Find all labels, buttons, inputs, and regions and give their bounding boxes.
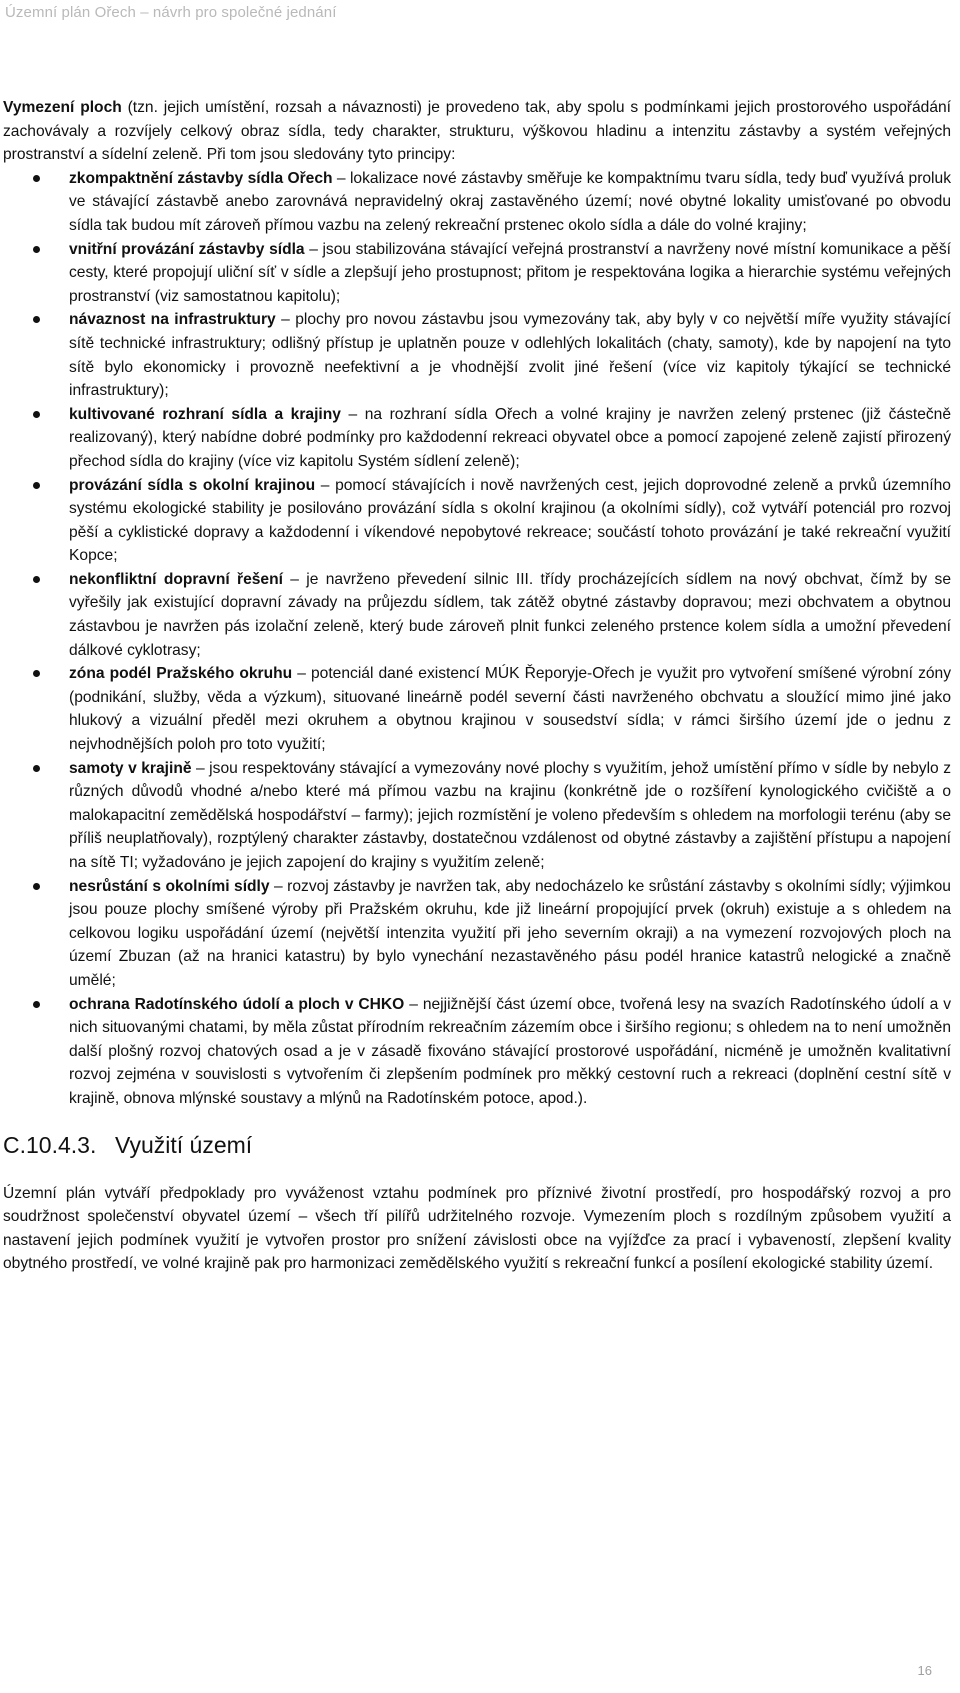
bullet-icon [33,316,40,323]
principle-term: návaznost na infrastruktury [69,311,276,329]
bullet-icon [33,576,40,583]
list-item [3,308,951,402]
principle-text: – nejjižnější část území obce, tvořená lesy na svazích Radotínského údolí a v nich situovanými chatami, by měla zůstat přírodním rekreačním zázemím obce i širšího regionu; s ohledem na to není umožněn další plošný rozvoj chatových osad a je v zásadě fixováno stávající prostorové uspořádání, nicméně je umožněn kvalitativní rozvoj zejména v souvislosti s vytvořením či zlepšením podmínek pro měkký cestovní ruch a rekreaci (doplnění cestní sítě v krajině, obnova mlýnské soustavy a mlýnů na Radotínském potoce, apod.). [69,995,951,1107]
principle-text: – pomocí stávajících i nově navržených cest, jejich doprovodné zeleně a prvků územního systému ekologické stability je posilováno provázání sídla s okolní krajinou (a okolními sídly), což vytváří potenciál pro rozvoj pěší a cyklistické dopravy a každodenní i víkendové nepobytové rekreace; součástí tohoto provázání je také rekreační využití Kopce; [69,476,951,565]
principle-term: zóna podél Pražského okruhu [69,665,293,683]
principle-text: – je navrženo převedení silnic III. třídy procházejících sídlem na nový obchvat, čímž by se vyřešily jak existující dopravní závady na průjezdu sídlem, tak zátěž obytné zástavby dopravou; mezi obchvatem a obytnou zástavbou je navržen pás izolační zeleně, který bude zároveň plnit funkci zeleného prstence kolem sídla a umožní převedení dálkové cyklotrasy; [69,570,951,659]
principle-text: – na rozhraní sídla Ořech a volné krajiny je navržen zelený prstenec (již částečně realizovaný), který nabídne dobré podmínky pro každodenní rekreaci obyvatel obce a pomocí zapojené zeleně zajistí přirozený přechod sídla do krajiny (více viz kapitolu Systém sídlení zeleně); [69,405,952,470]
list-item [3,167,951,238]
principles-list [3,167,951,1111]
bullet-icon [33,411,40,418]
principle-text: – lokalizace nové zástavby směřuje ke kompaktnímu tvaru sídla, tedy buď využívá proluk ve stávající zástavbě anebo zarovnává nepravidelný okraj zastavěného území; nové obytné lokality umisťované po obvodu sídla tak budou mít zároveň přímou vazbu na zelený rekreační prstenec okolo sídla a dále do volné krajiny; [69,169,951,234]
intro-paragraph [3,96,951,167]
bullet-icon [33,482,40,489]
bullet-icon [33,246,40,253]
list-item [3,993,951,1111]
list-item [3,875,951,993]
principle-term: vnitřní provázání zástavby sídla [69,240,305,258]
body-text [3,96,951,1276]
bullet-icon [33,175,40,182]
bullet-icon [33,883,40,890]
list-item [3,757,951,875]
page-number: 16 [917,1663,932,1678]
principle-term: kultivované rozhraní sídla a krajiny [69,405,341,423]
principle-term: samoty v krajině [69,759,192,777]
bullet-icon [33,670,40,677]
list-item [3,474,951,568]
principle-text: – jsou respektovány stávající a vymezovány nové plochy s využitím, jehož umístění přímo v sídle by nebylo z různých důvodů vhodné a/nebo které má přímou vazbu na krajinu (konkrétně jde o rozšíření kynologického cvičiště a o malokapacitní zemědělská hospodářství – farmy); jejich rozmístění je voleno především s ohledem na morfologii terénu (aby se příliš neuplatňovaly), rozptýlený charakter zástavby, dostatečnou vzdálenost od obytné zástavby a zajištění přístupu a napojení na sítě TI; vyžadováno je jejich zapojení do krajiny s využitím zeleně; [69,759,951,871]
intro-lead: Vymezení ploch [3,99,122,116]
principle-term: nekonfliktní dopravní řešení [69,570,283,588]
intro-text: (tzn. jejich umístění, rozsah a návaznosti) je provedeno tak, aby spolu s podmínkami jejich prostorového uspořádání zachovávaly a rozvíjely celkový obraz sídla, tedy charakter, strukturu, výškovou hladinu a intenzitu zástavby a systém veřejných prostranství a sídelní zeleně. Při tom jsou sledovány tyto principy: [3,99,951,164]
principle-term: nesrůstání s okolními sídly [69,877,270,895]
section-number: C.10.4.3. [3,1131,97,1158]
principle-text: – potenciál dané existencí MÚK Řeporyje-Ořech je využit pro vytvoření smíšené výrobní zóny (podnikání, služby, věda a výzkum), situované lineárně podél severní části navrženého obchvatu a sloužící mimo jiné jako hlukový a vizuální předěl mezi okruhem a obytnou krajinou v sousedství sídla; v rámci širšího území jde o jednu z nejvhodnějších poloh pro toto využití; [69,665,952,754]
list-item [3,568,951,662]
list-item [3,238,951,309]
principle-text: – plochy pro novou zástavbu jsou vymezovány tak, aby byly v co největší míře využity stávající sítě technické infrastruktury; odlišný přístup je uplatněn pouze v odlehlých lokalitách (chaty, samoty), kde by napojení na tyto sítě bylo ekonomicky i provozně neefektivní a je vhodnější zvolit jiné řešení (více viz kapitoly týkající se technické infrastruktury); [69,311,951,400]
principle-term: zkompaktnění zástavby sídla Ořech [69,169,333,187]
principle-term: ochrana Radotínského údolí a ploch v CHKO [69,995,405,1013]
principle-text: – jsou stabilizována stávající veřejná prostranství a navrženy nové místní komunikace a pěší cesty, které propojují uliční síť v sídle a zlepšují jeho prostupnost; přitom je respektována logika a hierarchie systému veřejných prostranství (viz samostatnou kapitolu); [69,240,951,305]
principle-term: provázání sídla s okolní krajinou [69,476,316,494]
principle-text: – rozvoj zástavby je navržen tak, aby nedocházelo ke srůstání zástavby s okolními sídly; výjimkou jsou pouze plochy smíšené výroby při Pražském okruhu, kde již lineární propojující prvek (okruh) existuje a s ohledem na celkovou logiku uspořádání území (největší intenzita využití při jeho severním okraji) a na vymezení rozvojových ploch na území Zbuzan (až na hranici katastru) by bylo vynechání nezastavěného pásu podél hranice katastrů nelogické a značně umělé; [69,877,951,989]
running-header: Územní plán Ořech – návrh pro společné jednání [5,4,337,21]
list-item [3,662,951,756]
section-title: Využití území [115,1131,253,1158]
list-item [3,403,951,474]
bullet-icon [33,765,40,772]
bullet-icon [33,1001,40,1008]
section-heading [3,1130,951,1160]
section-paragraph: Územní plán vytváří předpoklady pro vyváženost vztahu podmínek pro příznivé životní prostředí, pro hospodářský rozvoj a pro soudržnost společenství obyvatel území – všech tří pilířů udržitelného rozvoje. Vymezením ploch s rozdílným způsobem využití a nastavení jejich podmínek využití je vytvořen prostor pro snížení závislosti obce na vyjížďce za prací i vybaveností, zlepšení kvality obytného prostředí, ve volné krajině pak pro harmonizaci zemědělského využití s rekreační funkcí a posílení ekologické stability území. [3,1184,951,1273]
